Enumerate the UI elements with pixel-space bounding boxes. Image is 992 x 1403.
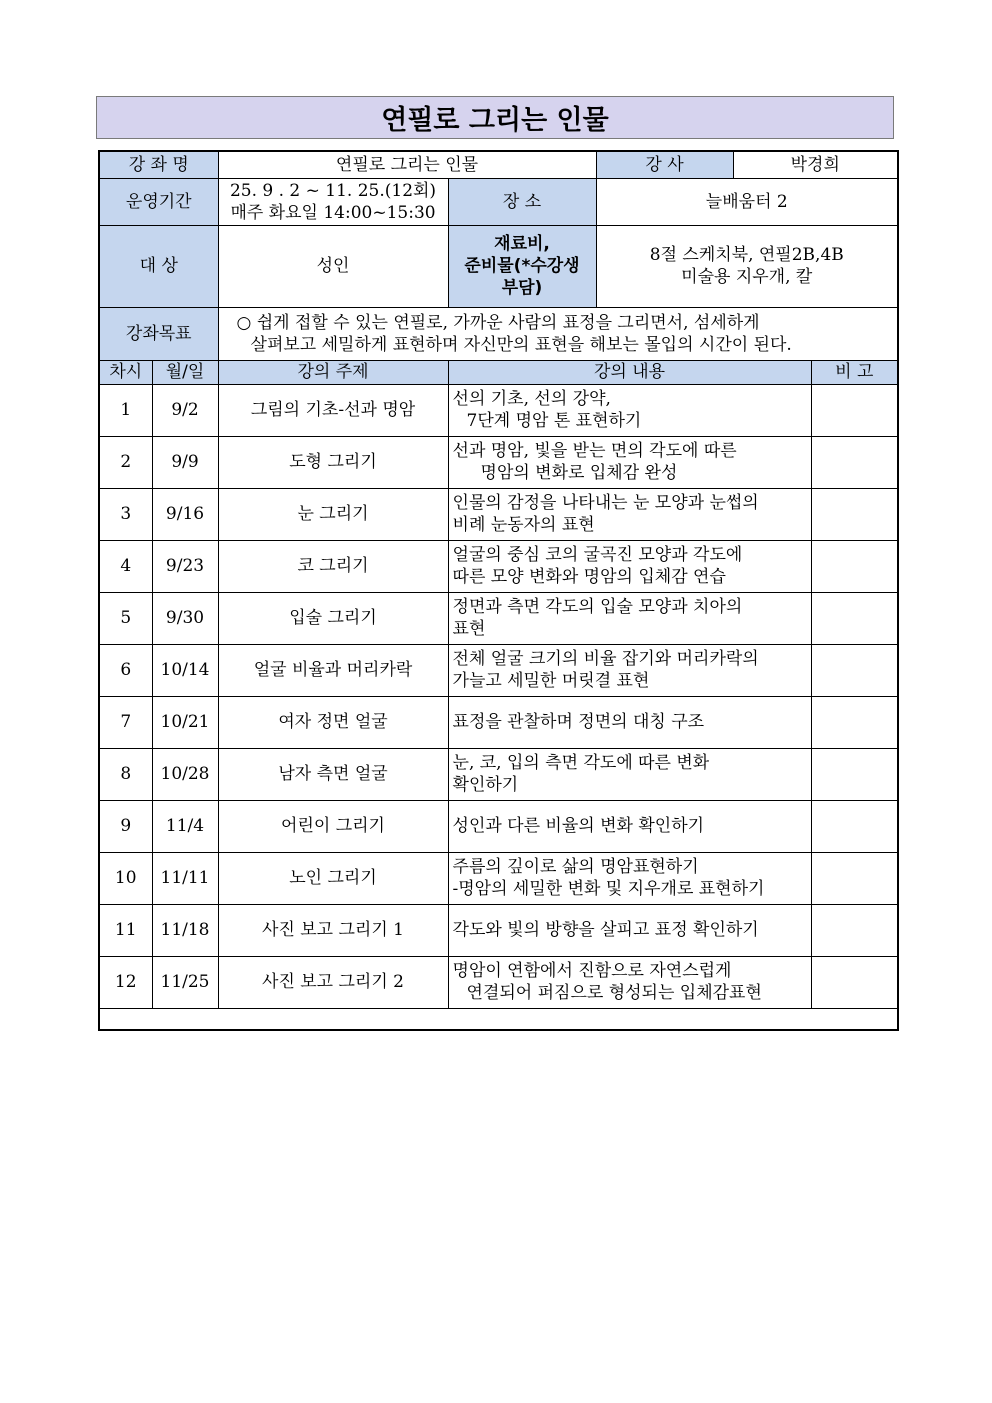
session-topic: 도형 그리기 — [218, 436, 448, 488]
content-line-2: 비례 눈동자의 표현 — [452, 515, 595, 535]
session-content — [448, 436, 811, 488]
session-topic: 노인 그리기 — [218, 852, 448, 904]
content-line-2: 확인하기 — [452, 775, 519, 795]
session-topic: 입술 그리기 — [218, 592, 448, 644]
session-date: 11/25 — [152, 956, 218, 1008]
content-line-1: 얼굴의 중심 코의 굴곡진 모양과 각도에 — [452, 545, 743, 565]
goal-row — [99, 307, 898, 360]
course-name-value: 연필로 그리는 인물 — [218, 151, 596, 178]
table-row — [99, 592, 898, 644]
content-line-1: 명암이 연함에서 진함으로 자연스럽게 — [452, 961, 732, 981]
period-line-1: 25. 9 . 2 ~ 11. 25.(12회) — [229, 180, 437, 201]
session-note — [811, 540, 898, 592]
materials-line-1: 8절 스케치북, 연필2B,4B — [649, 245, 844, 265]
session-content — [448, 540, 811, 592]
table-row — [99, 904, 898, 956]
content-line-2: 연결되어 퍼짐으로 형성되는 입체감표현 — [466, 983, 762, 1003]
place-value: 늘배움터 2 — [596, 178, 898, 225]
session-topic: 사진 보고 그리기 2 — [218, 956, 448, 1008]
session-number: 2 — [99, 436, 152, 488]
content-line-1: 선의 기초, 선의 강약, — [452, 389, 611, 409]
empty-footer-row — [99, 1008, 898, 1030]
session-number: 1 — [99, 384, 152, 436]
goal-line-1: ○ 쉽게 접할 수 있는 연필로, 가까운 사람의 표정을 그리면서, 섬세하게 — [236, 312, 760, 333]
session-topic: 그림의 기초-선과 명암 — [218, 384, 448, 436]
session-date: 9/23 — [152, 540, 218, 592]
session-date: 11/4 — [152, 800, 218, 852]
document-title: 연필로 그리는 인물 — [96, 96, 894, 139]
session-topic: 코 그리기 — [218, 540, 448, 592]
materials-label: 재료비, 준비물(*수강생 부담) — [448, 225, 596, 307]
goal-value — [218, 307, 898, 360]
course-name-label: 강 좌 명 — [99, 151, 218, 178]
table-row — [99, 956, 898, 1008]
session-note — [811, 748, 898, 800]
col-header-note: 비 고 — [811, 360, 898, 384]
table-row — [99, 644, 898, 696]
target-value: 성인 — [218, 225, 448, 307]
session-number: 11 — [99, 904, 152, 956]
session-date: 11/11 — [152, 852, 218, 904]
content-line-2: 표현 — [452, 619, 486, 639]
session-note — [811, 644, 898, 696]
content-line-1: 정면과 측면 각도의 입술 모양과 치아의 — [452, 597, 743, 617]
session-note — [811, 800, 898, 852]
table-row — [99, 540, 898, 592]
table-row — [99, 696, 898, 748]
session-note — [811, 852, 898, 904]
content-line-2: 명암의 변화로 입체감 완성 — [480, 463, 678, 483]
session-content — [448, 644, 811, 696]
session-content — [448, 904, 811, 956]
session-date: 9/16 — [152, 488, 218, 540]
session-number: 8 — [99, 748, 152, 800]
period-label: 운영기간 — [99, 178, 218, 225]
instructor-label: 강 사 — [596, 151, 733, 178]
col-header-topic: 강의 주제 — [218, 360, 448, 384]
col-header-date: 월/일 — [152, 360, 218, 384]
place-label: 장 소 — [448, 178, 596, 225]
schedule-header-row — [99, 360, 898, 384]
session-number: 3 — [99, 488, 152, 540]
session-note — [811, 956, 898, 1008]
table-row — [99, 436, 898, 488]
period-value — [218, 178, 448, 225]
session-content — [448, 696, 811, 748]
session-number: 6 — [99, 644, 152, 696]
instructor-value: 박경희 — [733, 151, 898, 178]
session-content — [448, 488, 811, 540]
target-row — [99, 225, 898, 307]
materials-value — [596, 225, 898, 307]
goal-line-2: 살펴보고 세밀하게 표현하며 자신만의 표현을 해보는 몰입의 시간이 된다. — [250, 334, 792, 355]
table-row — [99, 384, 898, 436]
session-content — [448, 852, 811, 904]
period-line-2: 매주 화요일 14:00~15:30 — [230, 202, 436, 223]
session-note — [811, 436, 898, 488]
session-number: 10 — [99, 852, 152, 904]
session-number: 4 — [99, 540, 152, 592]
content-line-2: 가늘고 세밀한 머릿결 표현 — [452, 671, 650, 691]
session-number: 5 — [99, 592, 152, 644]
content-line-1: 주름의 깊이로 삶의 명암표현하기 — [452, 857, 699, 877]
session-note — [811, 904, 898, 956]
content-line-1: 전체 얼굴 크기의 비율 잡기와 머리카락의 — [452, 649, 759, 669]
session-content — [448, 592, 811, 644]
content-line-1: 눈, 코, 입의 측면 각도에 따른 변화 — [452, 753, 710, 773]
session-number: 7 — [99, 696, 152, 748]
session-topic: 어린이 그리기 — [218, 800, 448, 852]
target-label: 대 상 — [99, 225, 218, 307]
content-line-1: 각도와 빛의 방향을 살피고 표정 확인하기 — [452, 920, 759, 940]
materials-line-2: 미술용 지우개, 칼 — [681, 267, 813, 287]
table-row — [99, 748, 898, 800]
session-topic: 사진 보고 그리기 1 — [218, 904, 448, 956]
col-header-content: 강의 내용 — [448, 360, 811, 384]
session-note — [811, 592, 898, 644]
session-content — [448, 384, 811, 436]
session-note — [811, 488, 898, 540]
period-row — [99, 178, 898, 225]
session-topic: 얼굴 비율과 머리카락 — [218, 644, 448, 696]
col-header-session: 차시 — [99, 360, 152, 384]
session-date: 9/9 — [152, 436, 218, 488]
table-row — [99, 852, 898, 904]
content-line-1: 표정을 관찰하며 정면의 대칭 구조 — [452, 712, 705, 732]
session-number: 12 — [99, 956, 152, 1008]
session-note — [811, 384, 898, 436]
session-note — [811, 696, 898, 748]
session-date: 11/18 — [152, 904, 218, 956]
session-date: 9/30 — [152, 592, 218, 644]
session-date: 10/21 — [152, 696, 218, 748]
session-content — [448, 956, 811, 1008]
session-content — [448, 800, 811, 852]
goal-label: 강좌목표 — [99, 307, 218, 360]
content-line-2: -명암의 세밀한 변화 및 지우개로 표현하기 — [452, 879, 765, 899]
session-topic: 남자 측면 얼굴 — [218, 748, 448, 800]
session-content — [448, 748, 811, 800]
session-topic: 여자 정면 얼굴 — [218, 696, 448, 748]
content-line-1: 인물의 감정을 나타내는 눈 모양과 눈썹의 — [452, 493, 759, 513]
session-date: 10/14 — [152, 644, 218, 696]
course-name-row — [99, 151, 898, 178]
session-date: 10/28 — [152, 748, 218, 800]
content-line-1: 성인과 다른 비율의 변화 확인하기 — [452, 816, 705, 836]
content-line-2: 7단계 명암 톤 표현하기 — [466, 411, 642, 431]
content-line-1: 선과 명암, 빛을 받는 면의 각도에 따른 — [452, 441, 737, 461]
table-row — [99, 800, 898, 852]
table-row — [99, 488, 898, 540]
empty-footer-cell — [99, 1008, 898, 1030]
session-topic: 눈 그리기 — [218, 488, 448, 540]
content-line-2: 따른 모양 변화와 명암의 입체감 연습 — [452, 567, 726, 587]
course-table — [98, 150, 899, 1031]
session-date: 9/2 — [152, 384, 218, 436]
session-number: 9 — [99, 800, 152, 852]
